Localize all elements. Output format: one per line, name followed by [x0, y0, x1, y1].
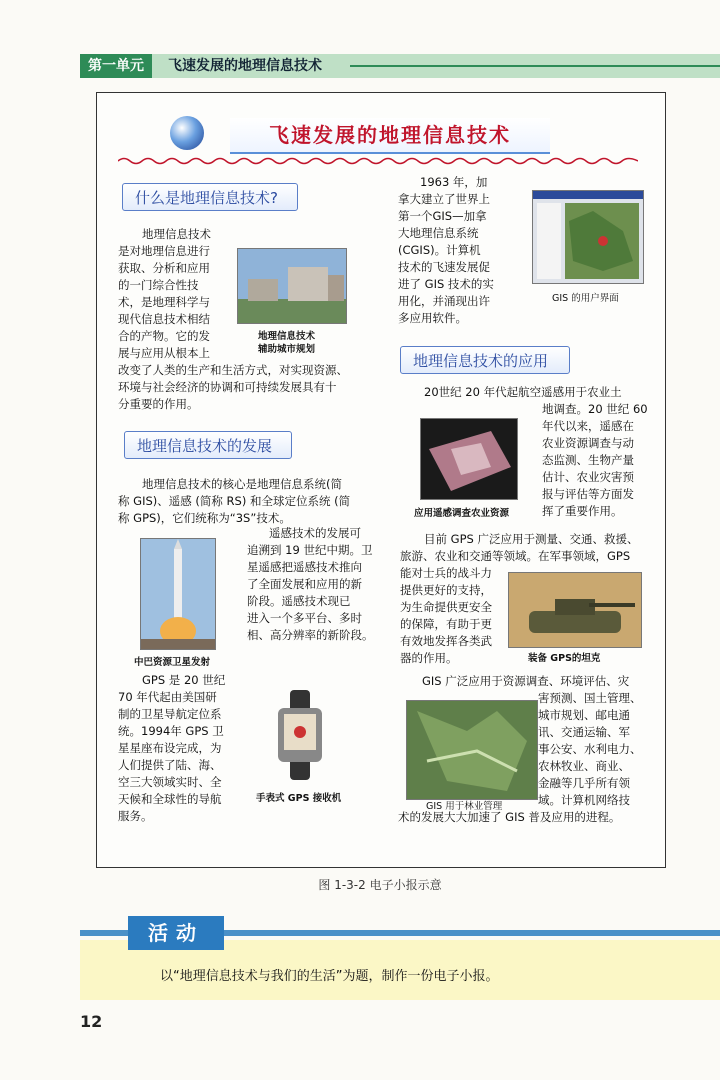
- tank-caption: 装备 GPS的坦克: [528, 653, 601, 664]
- satellite-launch-image: [140, 538, 216, 650]
- rs-application-text: 20世纪 20 年代起航空遥感用于农业土 地调查。20 世纪 60 年代以来，遥感在 农业资源调查与动 态监测、生物产量 估计、农业灾害预 报与评估等方面发 挥了重要作用。: [424, 385, 648, 518]
- section-heading-applications: 地理信息技术的应用: [400, 346, 570, 374]
- tank-image: [508, 572, 642, 648]
- gps-application-text: 目前 GPS 广泛应用于测量、交通、救援、 旅游、农业和交通等领域。在军事领域，GPS 能对士兵的战斗力 提供更好的支持， 为生命提供更安全 的保障，有助于更 有效地发挥各类武 器的作用。: [400, 532, 639, 665]
- wave-divider: [118, 156, 638, 166]
- gps-text: GPS 是 20 世纪 70 年代起由美国研 制的卫星导航定位系 统。1994年 GPS 卫 星星座布设完成，为 人们提供了陆、海、 空三大领域实时、全 天候和全球性的导航 服务。: [118, 673, 226, 823]
- newspaper-title: 飞速发展的地理信息技术: [230, 118, 550, 154]
- page-number: 12: [80, 1012, 103, 1031]
- gps-watch-caption: 手表式 GPS 接收机: [256, 793, 342, 804]
- city-image-caption: 地理信息技术 辅助城市规划: [258, 331, 316, 355]
- header-divider: [350, 65, 720, 67]
- forestry-gis-caption: GIS 用于林业管理: [426, 801, 503, 812]
- chapter-title: 飞速发展的地理信息技术: [168, 58, 322, 74]
- gps-watch-image: [270, 690, 330, 780]
- gis-interface-image: [532, 190, 644, 284]
- section-heading-development: 地理信息技术的发展: [124, 431, 292, 459]
- forestry-gis-image: [406, 700, 538, 800]
- gis-application-text: GIS 广泛应用于资源调查、环境评估、灾 害预测、国土管理、 城市规划、邮电通 讯、交通运输、军 事公安、水利电力、 农林牧业、商业、 金融等几乎所有领 域。计算机网络技 术的发展大大加速了 GIS 普及应用的进程。: [398, 674, 642, 824]
- activity-label: 活动: [128, 916, 224, 950]
- section-heading-what-is: 什么是地理信息技术?: [122, 183, 298, 211]
- agriculture-rs-caption: 应用遥感调查农业资源: [414, 508, 510, 519]
- section1-body: 地理信息技术 是对地理信息进行 获取、分析和应用 的一门综合性技 术，是地理科学与 现代信息技术相结 合的产物。它的发 展与应用从根本上 改变了人类的生产和生活方式，对实现资源、 环境与社会经济的协调和可持续发展具有十 分重要的作用。: [118, 227, 348, 411]
- city-planning-image: [237, 248, 347, 324]
- section2-body: 地理信息技术的核心是地理信息系统(简 称 GIS)、遥感 (简称 RS) 和全球定位系统 (简 称 GPS)，它们统称为“3S”技术。: [118, 477, 351, 525]
- activity-text: 以“地理信息技术与我们的生活”为题，制作一份电子小报。: [160, 969, 499, 984]
- rs-text: 遥感技术的发展可 追溯到 19 世纪中期。卫 星遥感把遥感技术推向 了全面发展和应用的新 阶段。遥感技术现已 进入一个多平台、多时 相、高分辨率的新阶段。: [247, 526, 374, 642]
- agriculture-rs-image: [420, 418, 518, 500]
- unit-label: 第一单元: [80, 54, 152, 78]
- gis-history-text: 1963 年，加 拿大建立了世界上 第一个GIS—加拿 大地理信息系统 (CGIS)。计算机 技术的飞速发展促 进了 GIS 技术的实 用化，并涌现出许 多应用软件。: [398, 175, 494, 325]
- globe-icon: [170, 116, 204, 150]
- figure-caption: 图 1-3-2 电子小报示意: [318, 878, 442, 892]
- satellite-launch-caption: 中巴资源卫星发射: [134, 657, 211, 668]
- gis-interface-caption: GIS 的用户界面: [552, 293, 619, 304]
